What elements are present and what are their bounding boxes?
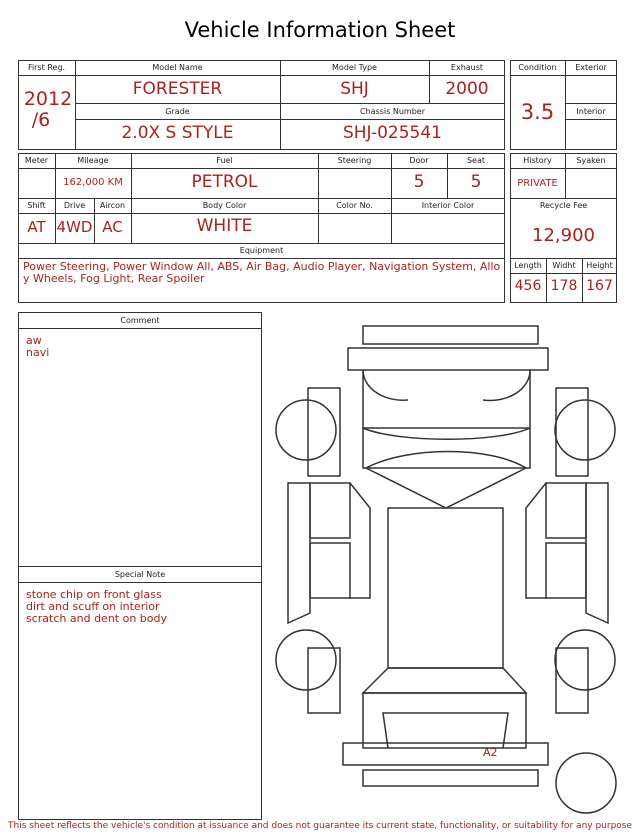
exterior-label: Exterior (575, 63, 607, 72)
equipment-label: Equipment (239, 246, 284, 255)
condition-label: Condition (518, 63, 557, 72)
color-no-label: Color No. (336, 201, 373, 210)
comment-label: Comment (120, 316, 160, 325)
comment-line-2: navi (26, 346, 50, 359)
chassis-value: SHJ-025541 (342, 123, 442, 143)
fuel-value: PETROL (191, 172, 258, 192)
interior-label: Interior (576, 107, 606, 116)
mileage-label: Mileage (77, 156, 109, 165)
width-value: 178 (550, 278, 578, 294)
sheet-title: Vehicle Information Sheet (184, 18, 456, 42)
height-label: Height (586, 261, 613, 270)
mileage-value: 162,000 KM (63, 177, 123, 188)
equipment-value: Power Steering, Power Window All, ABS, Air Bag, Audio Player, Navigation System, Alloy Wheels, Fog Light, Rear Spoiler (23, 260, 501, 285)
model-name-value: FORESTER (132, 79, 223, 99)
special-note-label: Special Note (114, 570, 166, 579)
length-label: Length (514, 261, 542, 270)
shift-label: Shift (27, 201, 46, 210)
body-color-label: Body Color (202, 201, 247, 210)
seat-label: Seat (466, 156, 486, 165)
model-name-label: Model Name (152, 63, 203, 72)
condition-value: 3.5 (520, 100, 555, 124)
height-value: 167 (586, 278, 613, 294)
first-reg-month: /6 (31, 109, 51, 131)
first-reg-label: First Reg. (27, 63, 66, 72)
meter-label: Meter (24, 156, 49, 165)
steering-label: Steering (337, 156, 372, 165)
fuel-label: Fuel (216, 156, 233, 165)
chassis-label: Chassis Number (360, 107, 425, 116)
grade-label: Grade (165, 107, 190, 116)
model-type-value: SHJ (340, 79, 369, 99)
exhaust-label: Exhaust (450, 63, 484, 72)
drive-label: Drive (63, 201, 86, 210)
width-label: Widht (552, 261, 576, 270)
disclaimer-footer: This sheet reflects the vehicle's condition at issuance and does not guarantee its current state, functionality, or suitability for any purpose (7, 821, 633, 831)
history-value: PRIVATE (517, 178, 558, 189)
recycle-fee-label: Recycle Fee (539, 201, 588, 210)
model-type-label: Model Type (332, 63, 377, 72)
length-value: 456 (514, 278, 542, 294)
aircon-value: AC (102, 218, 123, 236)
drive-value: 4WD (56, 218, 93, 236)
vehicle-damage-diagram (268, 318, 628, 823)
recycle-fee-value: 12,900 (532, 225, 595, 246)
comment-line-1: aw (26, 334, 42, 347)
aircon-label: Aircon (99, 201, 126, 210)
history-label: History (523, 156, 552, 165)
special-note-line-1: stone chip on front glass (26, 588, 162, 601)
special-note-line-2: dirt and scuff on interior (26, 600, 160, 613)
door-value: 5 (413, 172, 425, 192)
exhaust-value: 2000 (445, 79, 489, 99)
body-color-value: WHITE (196, 216, 253, 236)
first-reg-year: 2012 (23, 88, 73, 110)
grade-value: 2.0X S STYLE (121, 123, 234, 143)
rear-damage-mark: A2 (483, 746, 498, 759)
shift-value: AT (27, 218, 46, 236)
door-label: Door (409, 156, 429, 165)
seat-value: 5 (470, 172, 482, 192)
special-note-line-3: scratch and dent on body (26, 612, 167, 625)
syaken-label: Syaken (576, 156, 606, 165)
interior-color-label: Interior Color (421, 201, 475, 210)
